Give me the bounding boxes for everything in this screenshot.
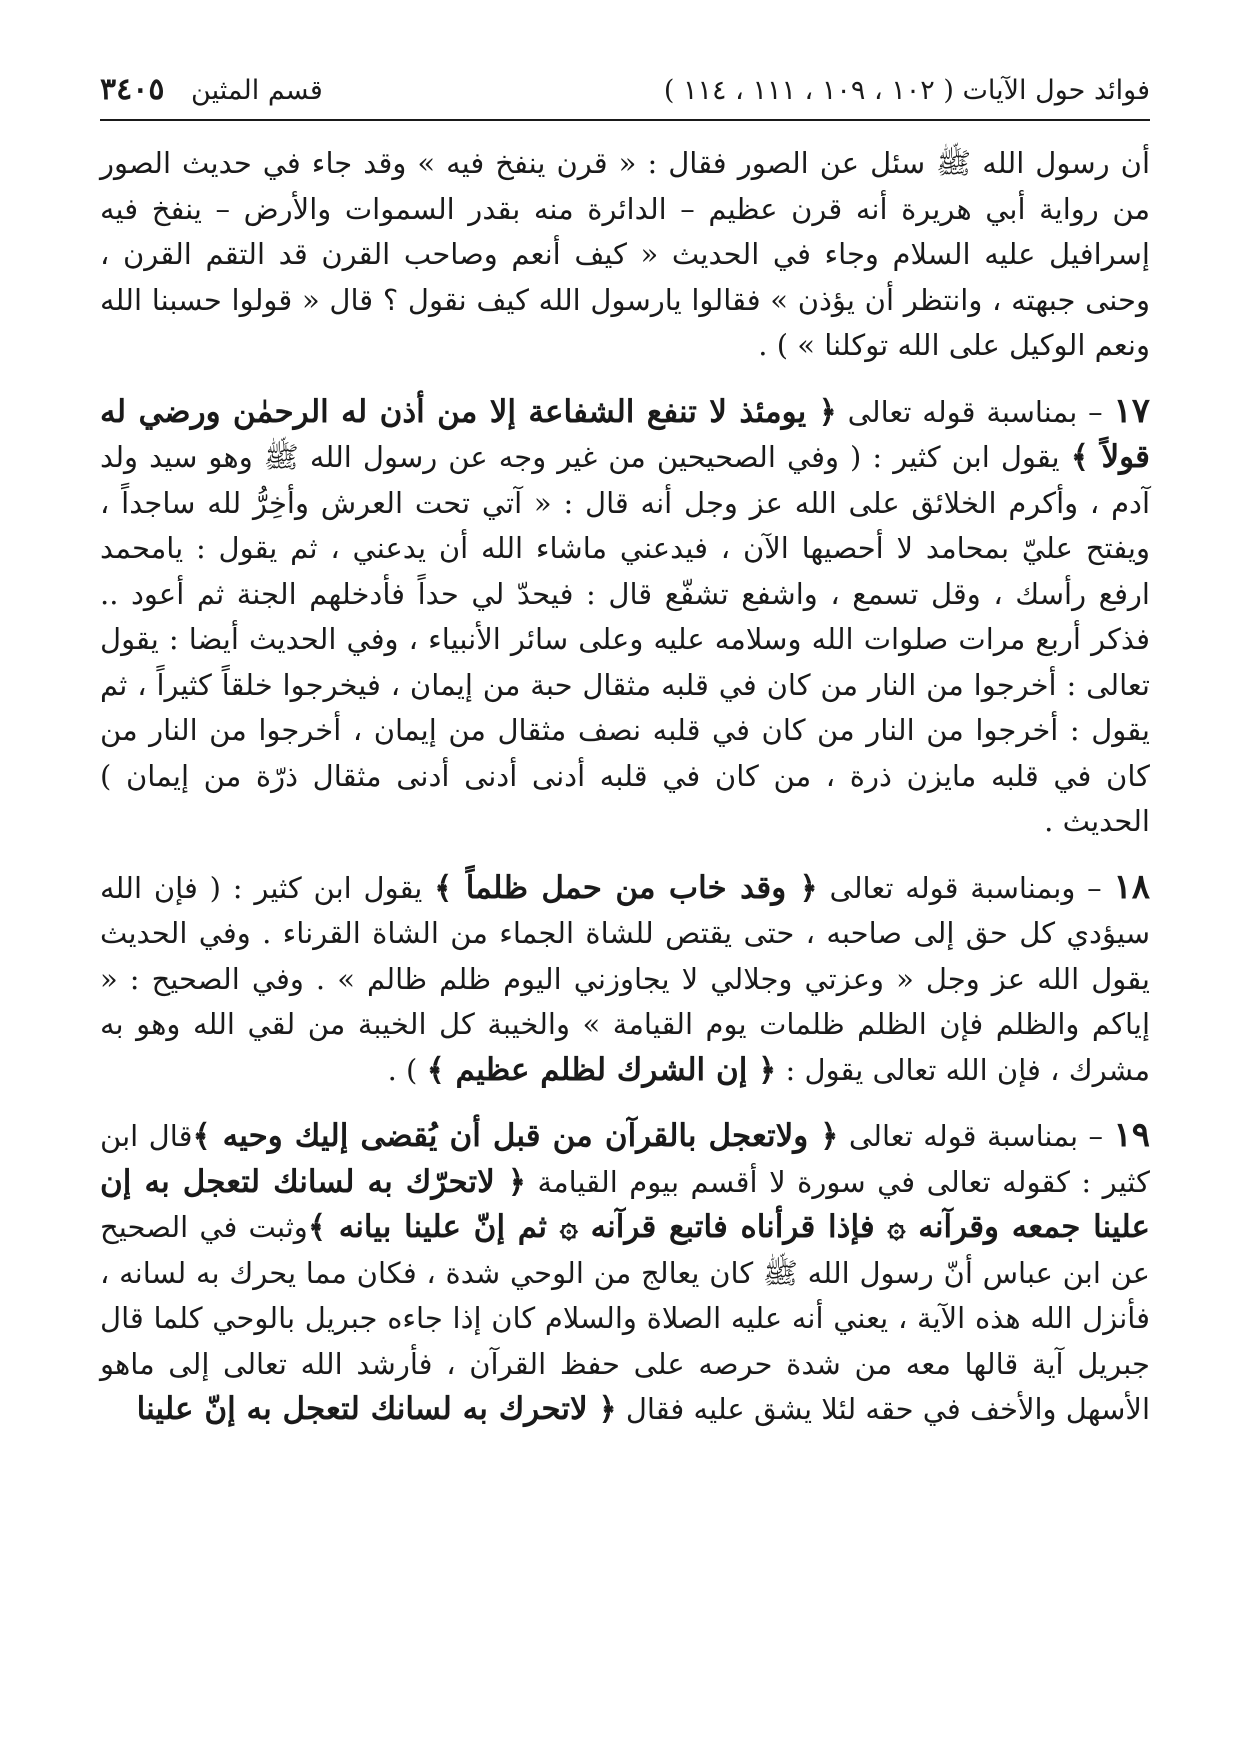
quran-verse: ﴿ يومئذ لا تنفع الشفاعة إلا من أذن له الرحمٰن ورضي له قولاً ﴾ (100, 393, 1150, 475)
part-label: قسم المثين (191, 75, 323, 106)
page-body (100, 141, 1150, 1433)
paragraph-continuation (100, 141, 1150, 369)
paragraph-18 (100, 865, 1150, 1094)
running-header (100, 70, 1150, 121)
paragraph-text: – بمناسبة قوله تعالى (836, 394, 1114, 429)
paragraph-number: ١٨ (1113, 866, 1150, 907)
quran-verse: ﴿ إن الشرك لظلم عظيم ﴾ (426, 1051, 777, 1088)
paragraph-text: – وبمناسبة قوله تعالى (817, 870, 1114, 905)
paragraph-text: يقول ابن كثير : ( فإن الله سيؤدي كل حق إلى صاحبه ، حتى يقتص للشاة الجماء من الشاة القرناء . وفي الحديث يقول الله عز وجل « وعزتي وجلالي لا يجاوزني اليوم ظلم ظالم » . وفي الصحيح : « إياكم والظلم فإن الظلم ظلمات يوم القيامة » والخيبة كل الخيبة من لقي الله وهو به مشرك ، فإن الله تعالى يقول : (100, 870, 1150, 1087)
paragraph-text: ) . (387, 1052, 427, 1087)
paragraph-number: ١٩ (1113, 1115, 1150, 1155)
quran-verse: ﴿ لاتحرّك به لسانك لتعجل به إن علينا جمعه وقرآنه ۞ فإذا قرأناه فاتبع قرآنه ۞ ثم إنّ علينا بيانه ﴾ (100, 1163, 1150, 1245)
paragraph-text: أن رسول الله ﷺ سئل عن الصور فقال : « قرن ينفخ فيه » وقد جاء في حديث الصور من رواية أبي هريرة أنه قرن عظيم – الدائرة منه بقدر السموات والأرض – ينفخ فيه إسرافيل عليه السلام وجاء في الحديث « كيف أنعم وصاحب القرن قد التقم القرن ، وحنى جبهته ، وانتظر أن يؤذن » فقالوا يارسول الله كيف نقول ؟ قال « قولوا حسبنا الله ونعم الوكيل على الله توكلنا » ) . (100, 146, 1150, 362)
book-page (100, 70, 1150, 1449)
page-number: ٣٤٠٥ (100, 72, 165, 107)
quran-verse: ﴿ ولاتعجل بالقرآن من قبل أن يُقضى إليك وحيه ﴾ (192, 1118, 839, 1154)
paragraph-text: – بمناسبة قوله تعالى (838, 1119, 1114, 1153)
page-meta (100, 70, 323, 111)
quran-verse: ﴿ وقد خاب من حمل ظلماً ﴾ (434, 869, 818, 906)
paragraph-text: يقول ابن كثير : ( وفي الصحيحين من غير وجه عن رسول الله ﷺ وهو سيد ولد آدم ، وأكرم الخلائق على الله عز وجل أنه قال : « آتي تحت العرش وأخِرُّ لله ساجداً ، ويفتح عليّ بمحامد لا أحصيها الآن ، فيدعني ماشاء الله أن يدعني ، ثم يقول : يامحمد ارفع رأسك ، وقل تسمع ، واشفع تشفّع قال : فيحدّ لي حداً فأدخلهم الجنة ثم أعود .. فذكر أربع مرات صلوات الله وسلامه عليه وعلى سائر الأنبياء ، وفي الحديث أيضا : يقول تعالى : أخرجوا من النار من كان في قلبه مثقال حبة من إيمان ، فيخرجوا خلقاً كثيراً ، ثم يقول : أخرجوا من النار من كان في قلبه نصف مثقال من إيمان ، أخرجوا من النار من كان في قلبه مايزن ذرة ، من كان في قلبه أدنى أدنى أدنى مثقال ذرّة من إيمان ) الحديث . (100, 440, 1150, 838)
quran-verse: ﴿ لاتحرك به لسانك لتعجل به إنّ علينا (136, 1391, 617, 1427)
paragraph-19 (100, 1113, 1150, 1433)
section-title: فوائد حول الآيات ( ١٠٢ ، ١٠٩ ، ١١١ ، ١١٤ ) (663, 75, 1150, 106)
paragraph-number: ١٧ (1113, 390, 1150, 431)
paragraph-text: قال ابن كثير : كقوله تعالى في سورة لا أقسم بيوم القيامة (100, 1119, 1150, 1199)
paragraph-text: وثبت في الصحيح عن ابن عباس أنّ رسول الله ﷺ كان يعالج من الوحي شدة ، فكان مما يحرك به لسانه ، فأنزل الله هذه الآية ، يعني أنه عليه الصلاة والسلام كان إذا جاءه جبريل بالوحي كلما قال جبريل آية قالها معه من شدة حرصه على حفظ القرآن ، فأرشد الله تعالى إلى ماهو الأسهل والأخف في حقه لئلا يشق عليه فقال (100, 1210, 1150, 1426)
paragraph-17 (100, 389, 1150, 845)
